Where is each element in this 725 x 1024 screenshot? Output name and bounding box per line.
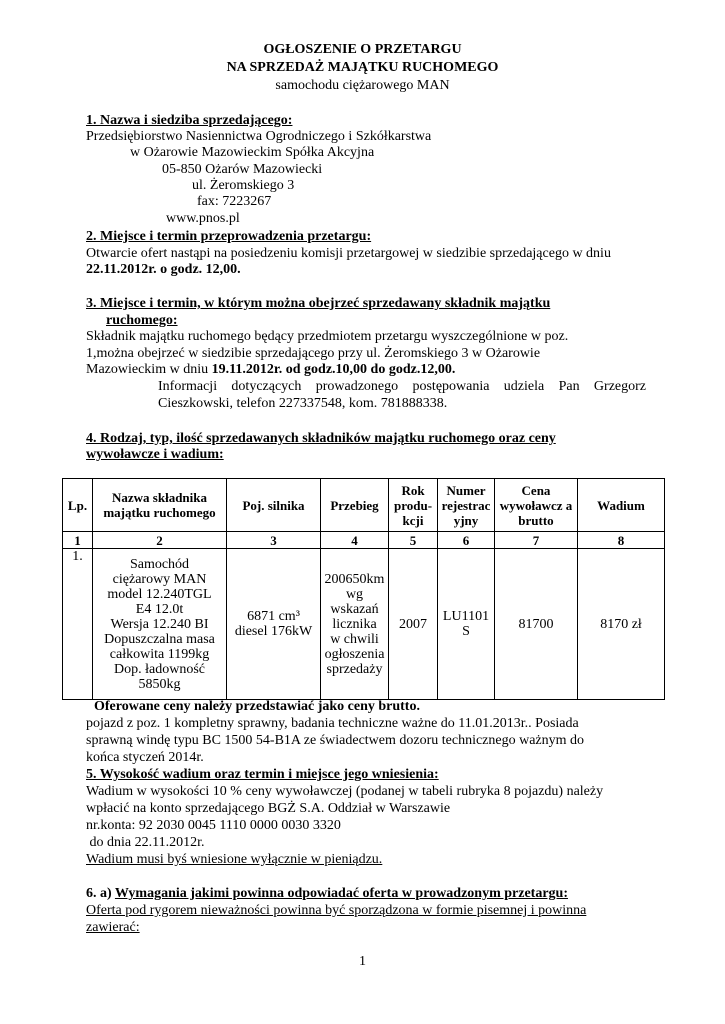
section-4-heading-line-1: 4. Rodzaj, typ, ilość sprzedawanych składników majątku ruchomego oraz ceny: [86, 431, 556, 446]
cell-mileage-line: 200650km: [324, 571, 385, 587]
title-line-2: NA SPRZEDAŻ MAJĄTKU RUCHOMEGO: [226, 60, 499, 75]
section-1-heading: 1. Nazwa i siedziba sprzedającego:: [86, 113, 293, 128]
subtitle: samochodu ciężarowego MAN: [275, 78, 450, 93]
section-3-contact-line-2: Cieszkowski, telefon 227337548, kom. 781888338.: [158, 396, 448, 411]
section-3-heading-line-1: 3. Miejsce i termin, w którym można obejrzeć sprzedawany składnik majątku: [86, 296, 551, 311]
seller-fax: fax: 7223267: [197, 194, 272, 209]
cell-deposit: 8170 zł: [578, 549, 665, 700]
section-3-line-2: 1,można obejrzeć w siedzibie sprzedającego przy ul. Żeromskiego 3 w Ożarowie: [86, 346, 541, 361]
seller-name-line-1: Przedsiębiorstwo Nasiennictwa Ogrodniczego i Szkółkarstwa: [86, 129, 432, 144]
table-number-row: [63, 532, 665, 549]
section-3-viewing-date: 19.11.2012r. od godz.10,00 do godz.12,00.: [211, 362, 456, 377]
seller-name-line-2: w Ożarowie Mazowieckim Spółka Akcyjna: [130, 145, 375, 160]
cell-registration-line: LU1101: [442, 609, 490, 624]
section-3-contact-line-1: Informacji dotyczących prowadzonego postępowania udziela Pan Grzegorz: [158, 379, 646, 394]
col-header-engine: Poj. silnika: [227, 479, 321, 532]
section-5-line-2: wpłacić na konto sprzedającego BGŻ S.A. Oddział w Warszawie: [86, 801, 451, 816]
cell-mileage: [321, 549, 389, 700]
cell-name-line: Wersja 12.240 BI: [110, 616, 209, 632]
section-6-prefix: 6. a): [86, 886, 115, 901]
page-number: 1: [359, 954, 366, 969]
cell-name-line: Dop. ładowność: [114, 661, 205, 677]
cell-price: 81700: [495, 549, 578, 700]
cell-year: 2007: [389, 549, 438, 700]
seller-website: www.pnos.pl: [166, 211, 240, 226]
seller-street: ul. Żeromskiego 3: [192, 178, 295, 193]
section-3-line-3: [86, 362, 455, 378]
cell-name-line: 5850kg: [138, 676, 181, 692]
cell-name-line: ciężarowy MAN: [112, 571, 207, 587]
col-number: 7: [495, 532, 578, 549]
col-number: 8: [578, 532, 665, 549]
section-3-heading-line-2: ruchomego:: [106, 313, 178, 328]
col-number: 1: [63, 532, 93, 549]
cell-name-line: model 12.240TGL: [107, 586, 212, 602]
section-3-line-1: Składnik majątku ruchomego będący przedmiotem przetargu wyszczególnione w poz.: [86, 329, 569, 344]
section-6-line-2: zawierać:: [86, 920, 140, 935]
vehicle-note-line-1: pojazd z poz. 1 kompletny sprawny, badania techniczne ważne do 11.01.2013r.. Posiada: [86, 716, 579, 731]
cell-mileage-line: wg: [345, 586, 364, 602]
section-5-heading: 5. Wysokość wadium oraz termin i miejsce jego wniesienia:: [86, 767, 439, 782]
section-2-heading: 2. Miejsce i termin przeprowadzenia przetargu:: [86, 229, 372, 244]
cell-name-line: E4 12.0t: [135, 601, 184, 617]
cell-registration-line: S: [462, 624, 470, 639]
cell-mileage-line: wskazań: [330, 601, 379, 617]
col-number: 3: [227, 532, 321, 549]
section-6-line-1: Oferta pod rygorem nieważności powinna być sporządzona w formie pisemnej i powinna: [86, 903, 587, 918]
col-header-name: Nazwa składnika majątku ruchomego: [93, 479, 227, 532]
section-5-line-1: Wadium w wysokości 10 % ceny wywoławczej (podanej w tabeli rubryka 8 pojazdu) należy: [86, 784, 604, 799]
deposit-cash-note: Wadium musi byś wniesione wyłącznie w pieniądzu.: [86, 852, 383, 867]
vehicle-note-line-3: końca styczeń 2014r.: [86, 750, 204, 765]
section-6-heading: [86, 886, 568, 902]
col-number: 2: [93, 532, 227, 549]
cell-registration: [438, 549, 495, 700]
col-header-deposit: Wadium: [578, 479, 665, 532]
section-2-line-1: Otwarcie ofert nastąpi na posiedzeniu komisji przetargowej w siedzibie sprzedającego w dniu: [86, 246, 611, 261]
cell-mileage-line: w chwili: [330, 631, 379, 647]
col-number: 5: [389, 532, 438, 549]
cell-name-line: Samochód: [129, 556, 190, 572]
cell-engine-type: diesel 176kW: [234, 624, 313, 639]
title-line-1: OGŁOSZENIE O PRZETARGU: [263, 42, 462, 57]
col-header-registration: Numer rejestrac yjny: [438, 479, 495, 532]
deposit-deadline: do dnia 22.11.2012r.: [86, 835, 205, 850]
section-3-line-3-text: Mazowieckim w dniu: [86, 362, 212, 377]
col-header-lp: Lp.: [63, 479, 93, 532]
section-6-title: Wymagania jakimi powinna odpowiadać oferta w prowadzonym przetargu:: [114, 886, 568, 901]
table-row: [63, 549, 665, 700]
cell-engine: [227, 549, 321, 700]
gross-price-note: Oferowane ceny należy przedstawiać jako ceny brutto.: [94, 699, 420, 714]
cell-mileage-line: licznika: [332, 616, 377, 632]
cell-lp: 1.: [63, 549, 93, 700]
cell-name-line: całkowita 1199kg: [109, 646, 210, 662]
col-header-price: Cena wywoławcz a brutto: [495, 479, 578, 532]
section-2-date: 22.11.2012r. o godz. 12,00.: [86, 262, 241, 277]
col-header-year: Rok produ- kcji: [389, 479, 438, 532]
col-number: 6: [438, 532, 495, 549]
vehicle-note-line-2: sprawną windę typu BC 1500 54-B1A ze świadectwem dozoru technicznego ważnym do: [86, 733, 585, 748]
table-header-row: [63, 479, 665, 532]
cell-mileage-line: ogłoszenia: [324, 646, 385, 662]
cell-name-line: Dopuszczalna masa: [104, 631, 215, 647]
cell-mileage-line: sprzedaży: [326, 661, 383, 677]
bank-account-number: nr.konta: 92 2030 0045 1110 0000 0030 3320: [86, 818, 341, 833]
cell-engine-capacity: 6871 cm³: [247, 609, 300, 624]
section-4-heading-line-2: wywoławcze i wadium:: [86, 447, 224, 462]
cell-name: [93, 549, 227, 700]
seller-postal-city: 05-850 Ożarów Mazowiecki: [162, 162, 323, 177]
col-header-mileage: Przebieg: [321, 479, 389, 532]
col-number: 4: [321, 532, 389, 549]
assets-table: [62, 478, 665, 700]
